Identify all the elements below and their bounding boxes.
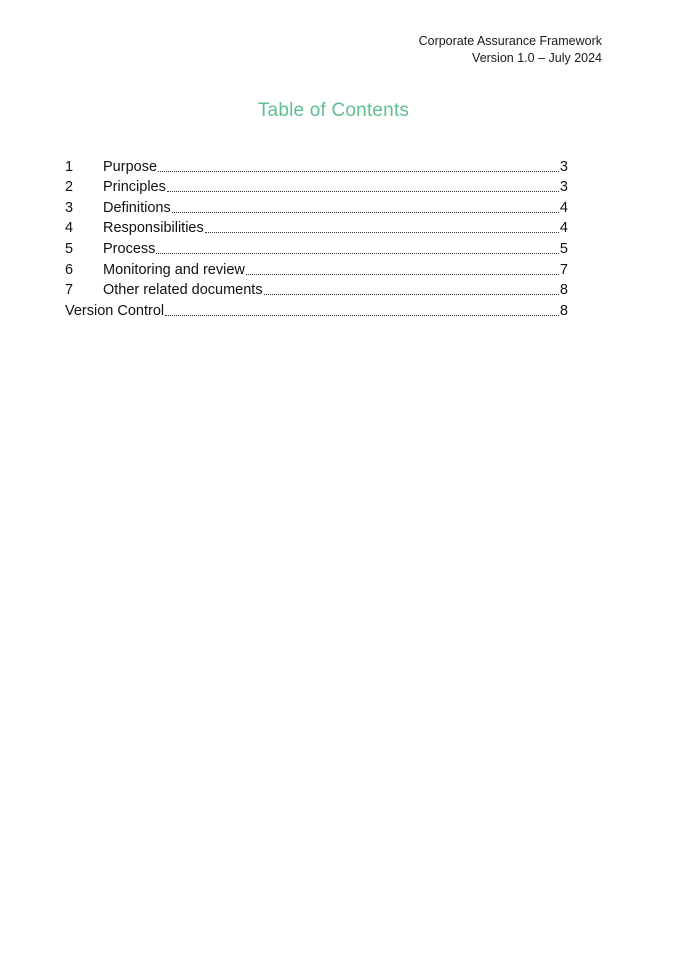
toc-entry-number: 4 xyxy=(65,220,74,237)
toc-entry-page: 7 xyxy=(559,261,568,278)
toc-entry-page: 3 xyxy=(559,158,568,175)
toc-entry-label: Principles xyxy=(103,179,166,196)
toc-entry-number: 1 xyxy=(65,158,74,175)
toc-entry-number: 6 xyxy=(65,261,74,278)
toc-entry-page: 8 xyxy=(559,302,568,319)
toc-dot-leader xyxy=(246,274,559,275)
toc-entry-label: Version Control xyxy=(65,302,165,319)
toc-entry-number: 2 xyxy=(65,179,74,196)
toc-dot-leader xyxy=(165,315,559,316)
toc-entry-number: 5 xyxy=(65,240,74,257)
toc-dot-leader xyxy=(205,232,559,233)
toc-entry-principles[interactable] xyxy=(65,177,568,198)
document-header xyxy=(419,33,602,67)
toc-dot-leader xyxy=(167,191,559,192)
toc-entry-responsibilities[interactable] xyxy=(65,218,568,239)
toc-entry-label: Responsibilities xyxy=(103,220,204,237)
toc-entry-page: 8 xyxy=(559,282,568,299)
table-of-contents xyxy=(65,156,568,321)
toc-entry-page: 5 xyxy=(559,240,568,257)
toc-entry-page: 4 xyxy=(559,220,568,237)
toc-dot-leader xyxy=(264,294,559,295)
toc-entry-label: Purpose xyxy=(103,158,158,175)
toc-title: Table of Contents xyxy=(257,100,410,121)
toc-entry-process[interactable] xyxy=(65,238,568,259)
toc-entry-number: 7 xyxy=(65,282,74,299)
toc-entry-version-control[interactable] xyxy=(65,300,568,321)
toc-entry-page: 4 xyxy=(559,199,568,216)
toc-entry-number: 3 xyxy=(65,199,74,216)
header-version: Version 1.0 – July 2024 xyxy=(472,51,602,65)
toc-entry-label: Process xyxy=(103,240,156,257)
toc-dot-leader xyxy=(158,171,559,172)
toc-dot-leader xyxy=(156,253,559,254)
toc-entry-label: Other related documents xyxy=(103,282,263,299)
toc-entry-page: 3 xyxy=(559,179,568,196)
toc-dot-leader xyxy=(172,212,559,213)
header-title: Corporate Assurance Framework xyxy=(418,34,602,48)
toc-entry-definitions[interactable] xyxy=(65,197,568,218)
toc-entry-purpose[interactable] xyxy=(65,156,568,177)
toc-entry-other-related-documents[interactable] xyxy=(65,280,568,301)
toc-entry-label: Monitoring and review xyxy=(103,261,245,278)
toc-entry-label: Definitions xyxy=(103,199,171,216)
toc-entry-monitoring-and-review[interactable] xyxy=(65,259,568,280)
